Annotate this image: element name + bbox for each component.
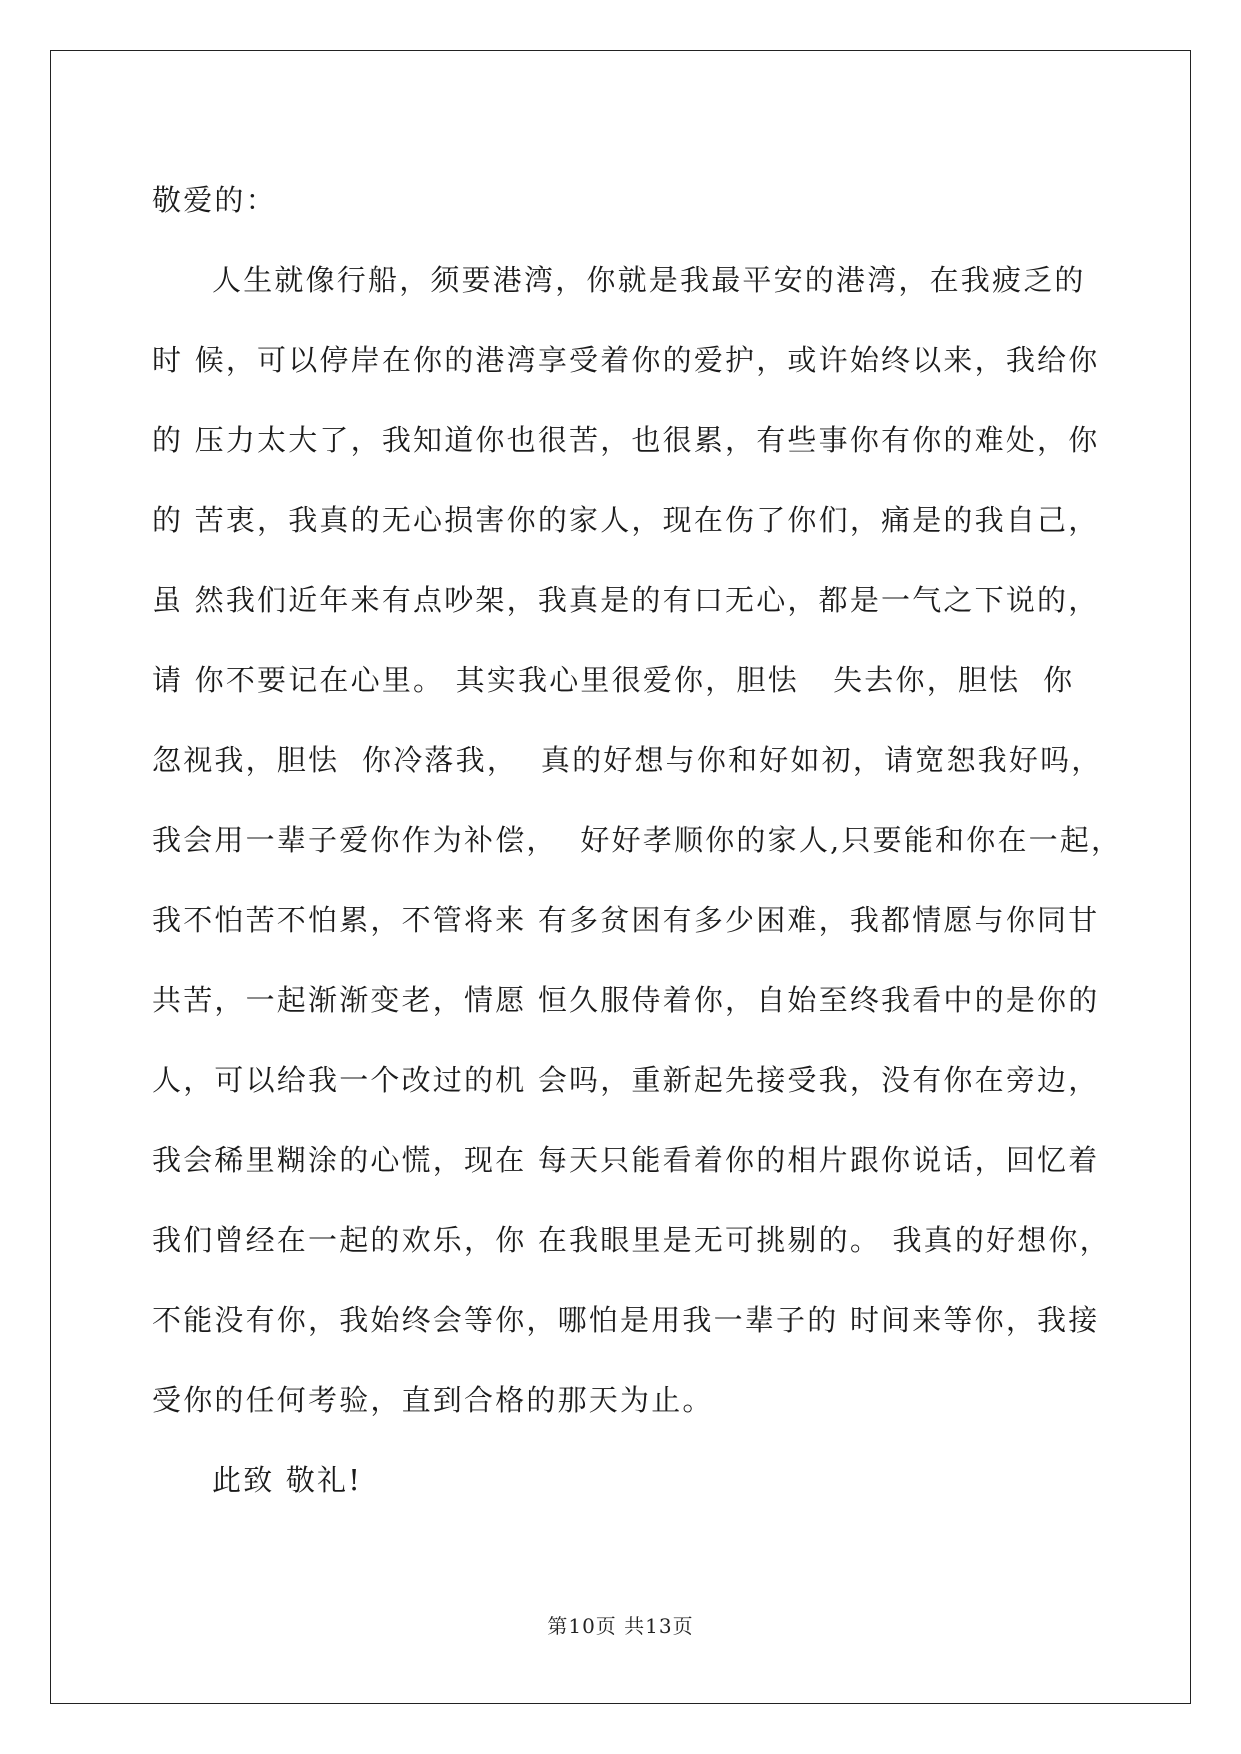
letter-line: 我会用一辈子爱你作为补偿， 好好孝顺你的家人,只要能和你在一起， bbox=[152, 823, 1123, 857]
letter-line: 共苦，一起渐渐变老，情愿 恒久服侍着你，自始至终我看中的是你的 bbox=[152, 983, 1100, 1017]
letter-line: 的 苦衷，我真的无心损害你的家人，现在伤了你们，痛是的我自己， bbox=[152, 503, 1100, 537]
letter-line: 请 你不要记在心里。 其实我心里很爱你，胆怯 失去你，胆怯 你 bbox=[152, 663, 1075, 697]
letter-line: 我会稀里糊涂的心慌，现在 每天只能看着你的相片跟你说话，回忆着 bbox=[152, 1143, 1100, 1177]
letter-line: 时 候，可以停岸在你的港湾享受着你的爱护，或许始终以来，我给你 bbox=[152, 343, 1100, 377]
salutation: 敬爱的： bbox=[152, 183, 277, 217]
letter-line: 忽视我，胆怯 你冷落我， 真的好想与你和好如初，请宽恕我好吗， bbox=[152, 743, 1103, 777]
letter-line: 我们曾经在一起的欢乐，你 在我眼里是无可挑剔的。 我真的好想你， bbox=[152, 1223, 1111, 1257]
letter-line: 人生就像行船，须要港湾，你就是我最平安的港湾，在我疲乏的 bbox=[212, 263, 1086, 297]
letter-line: 的 压力太大了，我知道你也很苦，也很累，有些事你有你的难处，你 bbox=[152, 423, 1100, 457]
letter-line: 受你的任何考验，直到合格的那天为止。 bbox=[152, 1383, 714, 1417]
letter-line: 我不怕苦不怕累，不管将来 有多贫困有多少困难，我都情愿与你同甘 bbox=[152, 903, 1100, 937]
letter-line: 不能没有你，我始终会等你，哪怕是用我一辈子的 时间来等你，我接 bbox=[152, 1303, 1100, 1337]
closing: 此致 敬礼! bbox=[212, 1463, 363, 1497]
letter-line: 虽 然我们近年来有点吵架，我真是的有口无心，都是一气之下说的， bbox=[152, 583, 1100, 617]
letter-body bbox=[152, 160, 1123, 1520]
letter-line: 人，可以给我一个改过的机 会吗，重新起先接受我，没有你在旁边， bbox=[152, 1063, 1100, 1097]
page-number: 第10页 共13页 bbox=[547, 1614, 694, 1638]
